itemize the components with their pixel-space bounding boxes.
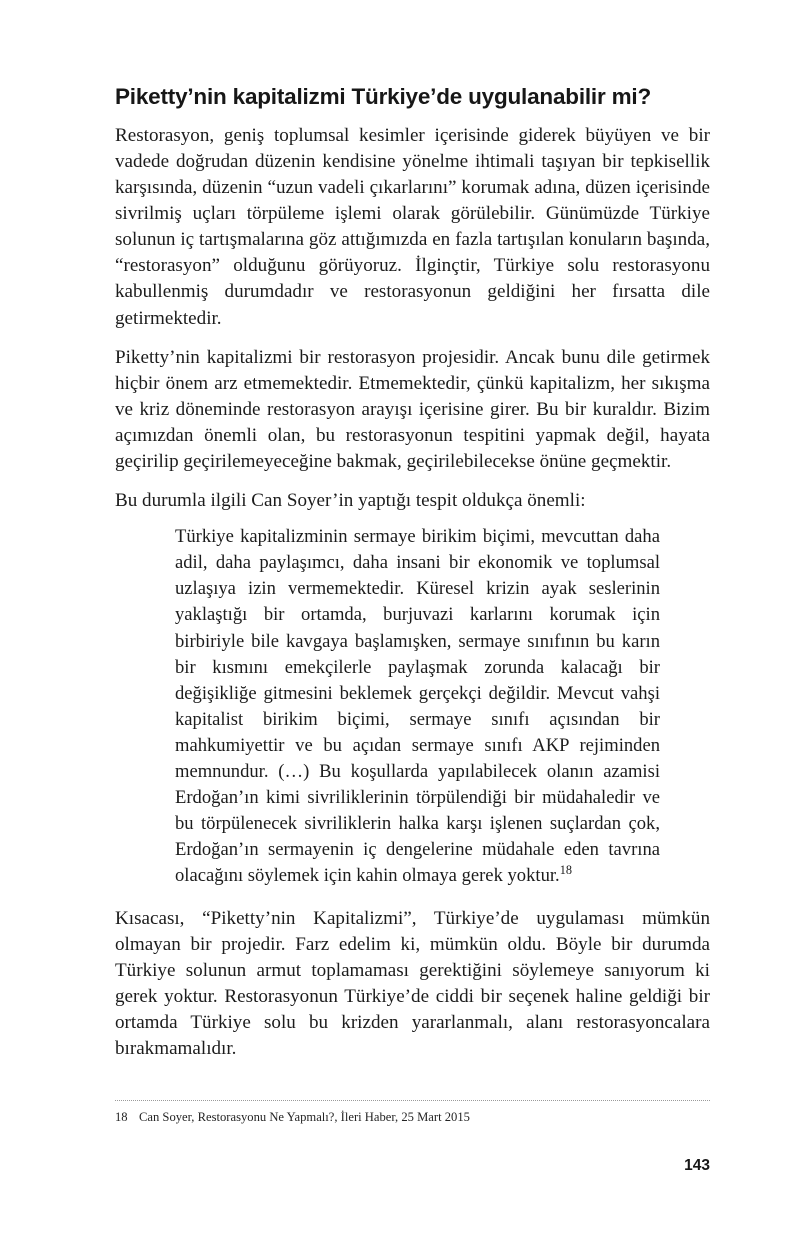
body-paragraph-3: Kısacası, “Piketty’nin Kapitalizmi”, Türkiye’de uygulaması mümkün olmayan bir projedir. Farz edelim ki, mümkün oldu. Böyle bir durumda Türkiye solunun armut toplamaması gerektiğini söylemeye sanıyorum ki gerek yoktur. Restorasyonun Türkiye’de ciddi bir seçenek haline geldiği bir ortamda Türkiye solu bu krizden yararlanmalı, alanı restorasyoncalara bırakmamalıdır.: [115, 907, 710, 1059]
footnote-divider: [115, 1100, 710, 1102]
body-paragraph-1: Restorasyon, geniş toplumsal kesimler içerisinde giderek büyüyen ve bir vadede doğrudan düzenin kendisine yönelme ihtimali taşıyan bir tepkisellik karşısında, düzenin “uzun vadeli çıkarlarını” korumak adına, düzen içerisinde sivrilmiş uçları törpüleme işlemi olarak görülebilir. Günümüzde Türkiye solunun iç tartışmalarına göz attığımızda en fazla tartışılan konuların başında, “restorasyon” olduğunu görüyoruz. İlginçtir, Türkiye solu restorasyonu kabullenmiş durumdadır ve restorasyonun geldiğini her fırsatta dile getirmektedir.: [115, 124, 710, 329]
footnote-number: 18: [115, 1110, 128, 1124]
footnote-reference-18[interactable]: 18: [559, 863, 572, 878]
body-paragraph-2: Piketty’nin kapitalizmi bir restorasyon projesidir. Ancak bunu dile getirmek hiçbir önem arz etmemektedir. Etmemektedir, çünkü kapitalizm, her sıkışma ve kriz döneminde restorasyon arayışı içerisine girer. Bu bir kuraldır. Bizim açımızdan önemli olan, bu restorasyonun tespitini yapmak değil, hayata geçirilip geçirilemeyeceğine bakmak, geçirilebilecekse önüne geçmektir.: [115, 346, 710, 472]
page-number: 143: [684, 1157, 710, 1174]
pull-quote: [115, 524, 710, 889]
footnote-text: Can Soyer, Restorasyonu Ne Yapmalı?, İleri Haber, 25 Mart 2015: [139, 1110, 470, 1124]
footnote-area: [115, 1100, 710, 1126]
page-content: [115, 84, 710, 1062]
page-title: Piketty’nin kapitalizmi Türkiye’de uygulanabilir mi?: [115, 84, 651, 109]
blockquote-lead-in: Bu durumla ilgili Can Soyer’in yaptığı tespit oldukça önemli:: [115, 490, 586, 512]
footnote-item: [115, 1109, 710, 1126]
pull-quote-text: Türkiye kapitalizminin sermaye birikim biçimi, mevcuttan daha adil, daha paylaşımcı, daha insani bir ekonomik ve toplumsal uzlaşıya izin vermemektedir. Küresel krizin ayak seslerinin yaklaştığı bir ortamda, burjuvazi karlarını korumak için birbiriyle bile kavgaya başlamışken, sermaye sınıfının bu karın bir kısmını emekçilerle paylaşmak zorunda kalacağı bir değişikliğe gitmesini beklemek gerçekçi değildir. Mevcut vahşi kapitalist birikim biçimi, sermaye sınıfı açısından bir mahkumiyettir ve bu açıdan sermaye sınıfı AKP rejiminden memnundur. (…) Bu koşullarda yapılabilecek olanın azamisi Erdoğan’ın kimi sivriliklerinin törpülendiği bir müdahaledir ve bu törpülenecek sivriliklerin halka karşı işlenen suçlardan çok, Erdoğan’ın sermayenin iç dengelerine müdahale eden tavrına olacağını söylemek için kahin olmaya gerek yoktur.: [175, 526, 660, 887]
